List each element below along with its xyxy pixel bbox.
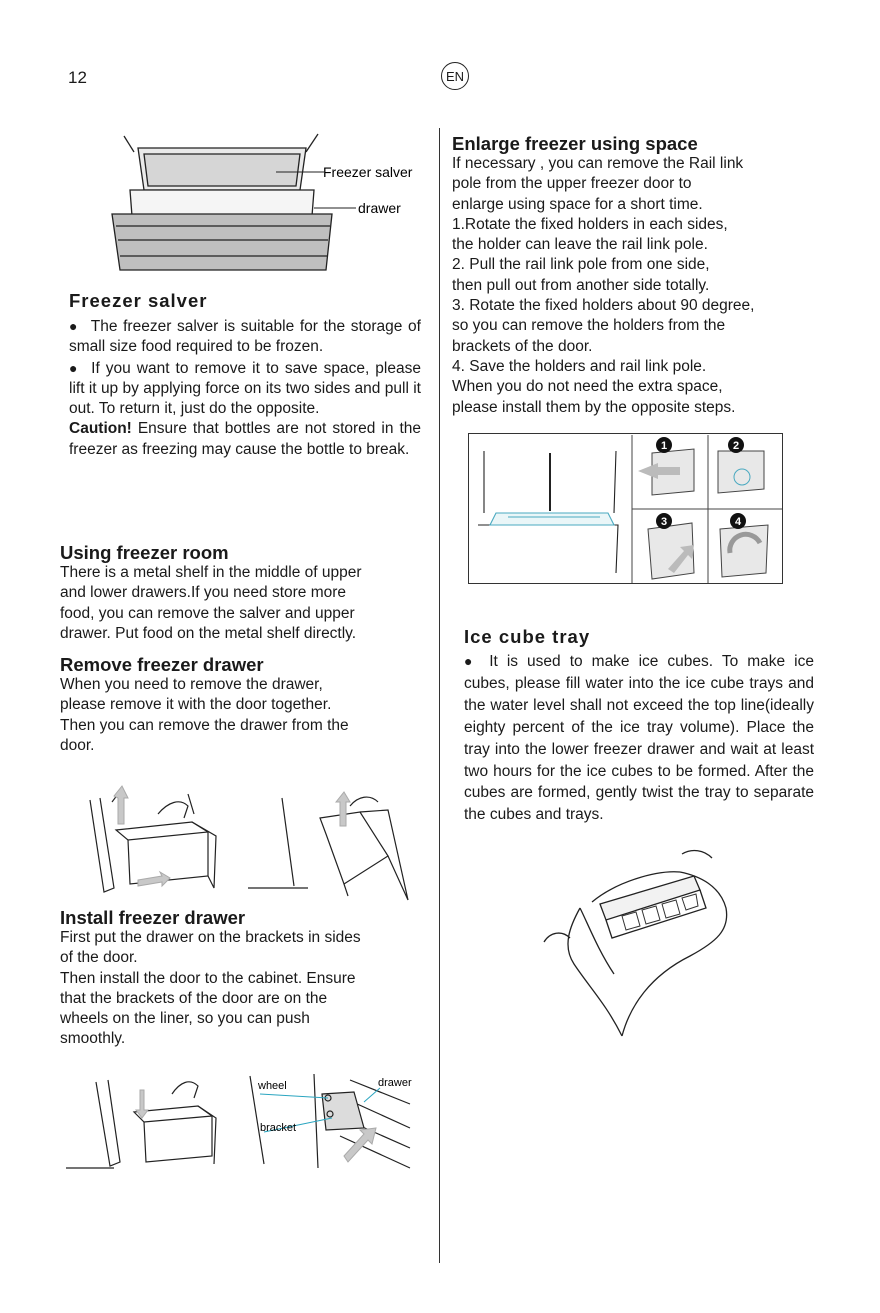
freezer-salver-para-1: ● The freezer salver is suitable for the storage of small size food required to be frozen. <box>69 316 421 358</box>
enlarge-line: 1.Rotate the fixed holders in each sides, <box>452 215 728 233</box>
install-drawer-body <box>60 928 430 1050</box>
freezer-room-line: drawer. Put food on the metal shelf directly. <box>60 624 357 642</box>
install-drawer-heading: Install freezer drawer <box>60 907 246 928</box>
bracket-label: bracket <box>260 1122 297 1134</box>
enlarge-line: the holder can leave the rail link pole. <box>452 236 708 254</box>
install-drawer-line: that the brackets of the door are on the <box>60 989 328 1007</box>
freezer-room-line: food, you can remove the salver and upper <box>60 604 355 622</box>
enlarge-line: please install them by the opposite steps. <box>452 398 736 416</box>
column-divider <box>439 128 440 1263</box>
install-drawer-line: of the door. <box>60 949 138 967</box>
freezer-room-line: and lower drawers.If you need store more <box>60 584 347 602</box>
step-2-marker: 2 <box>732 440 740 452</box>
caution-paragraph <box>69 419 421 460</box>
remove-drawer-line: Then you can remove the drawer from the <box>60 716 349 734</box>
enlarge-line: then pull out from another side totally. <box>452 276 710 294</box>
wheel-label: wheel <box>258 1080 287 1092</box>
rail-link-pole-illustration <box>468 433 784 585</box>
freezer-salver-para-2: ● If you want to remove it to save space, please lift it up by applying force on its two sides and pull it out. To return it, just do the opposite. <box>69 358 421 420</box>
page-number: 12 <box>68 68 87 87</box>
caution-text: Ensure that bottles are not stored in the freezer as freezing may cause the bottle to break. <box>69 420 421 458</box>
freezer-room-body <box>60 563 425 644</box>
ice-tray-illustration <box>540 846 740 1041</box>
ice-cube-body <box>464 651 814 826</box>
enlarge-line: so you can remove the holders from the <box>452 317 726 335</box>
remove-drawer-line: When you need to remove the drawer, <box>60 676 323 693</box>
enlarge-line: 2. Pull the rail link pole from one side, <box>452 256 710 274</box>
freezer-room-line: There is a metal shelf in the middle of upper <box>60 564 362 581</box>
enlarge-line: brackets of the door. <box>452 337 593 355</box>
freezer-room-heading: Using freezer room <box>60 542 229 563</box>
remove-drawer-illustration <box>88 792 418 902</box>
enlarge-line: pole from the upper freezer door to <box>452 175 692 193</box>
freezer-salver-body <box>69 316 421 460</box>
step-3-marker: 3 <box>660 516 668 528</box>
enlarge-line: enlarge using space for a short time. <box>452 195 703 213</box>
enlarge-line: When you do not need the extra space, <box>452 378 723 396</box>
salver-label: Freezer salver <box>323 164 413 180</box>
install-drawer-line: First put the drawer on the brackets in sides <box>60 929 361 946</box>
step-1-marker: 1 <box>660 440 668 452</box>
enlarge-heading: Enlarge freezer using space <box>452 133 698 154</box>
remove-drawer-line: door. <box>60 736 95 754</box>
remove-drawer-body <box>60 675 425 756</box>
enlarge-line: If necessary , you can remove the Rail link <box>452 155 744 172</box>
install-drawer-line: wheels on the liner, so you can push <box>60 1010 310 1028</box>
install-drawer-illustration <box>64 1068 414 1188</box>
install-drawer-label: drawer <box>378 1077 412 1089</box>
step-4-marker: 4 <box>734 516 742 528</box>
install-drawer-line: Then install the door to the cabinet. Ensure <box>60 969 356 987</box>
ice-cube-paragraph: ● It is used to make ice cubes. To make ice cubes, please fill water into the ice cube trays and the water level shall not exceed the top line(ideally eighty percent of the ice tray volume). Place the tray into the lower freezer drawer and wait at least two hours for the ice cubes to be formed. After the cubes are formed, gently twist the tray to separate the cubes and trays. <box>464 651 814 826</box>
remove-drawer-heading: Remove freezer drawer <box>60 654 264 675</box>
freezer-salver-illustration <box>100 130 430 290</box>
freezer-salver-heading: Freezer salver <box>69 290 208 311</box>
enlarge-body <box>452 154 822 418</box>
drawer-label: drawer <box>358 200 401 216</box>
language-badge: EN <box>441 62 469 90</box>
remove-drawer-line: please remove it with the door together. <box>60 696 332 714</box>
install-drawer-line: smoothly. <box>60 1030 126 1048</box>
ice-cube-heading: Ice cube tray <box>464 626 591 647</box>
enlarge-line: 3. Rotate the fixed holders about 90 degree, <box>452 297 755 315</box>
enlarge-line: 4. Save the holders and rail link pole. <box>452 357 707 375</box>
caution-label: Caution! <box>69 420 132 438</box>
